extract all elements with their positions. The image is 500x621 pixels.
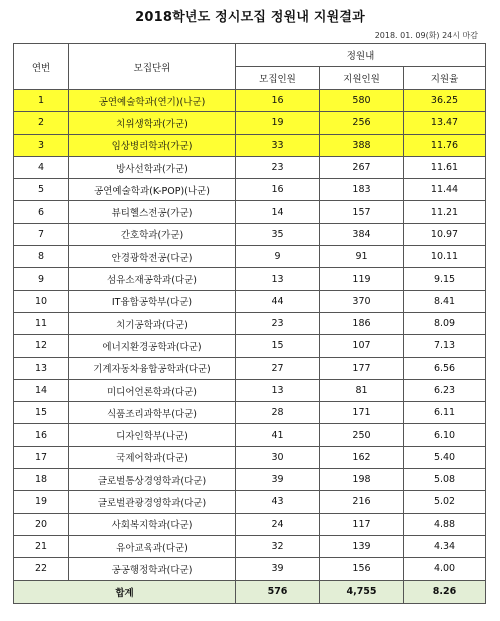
cell-ratio: 8.41 — [404, 290, 486, 312]
cell-ratio: 10.11 — [404, 246, 486, 268]
cell-quota: 23 — [236, 312, 320, 334]
cell-unit: 공공행정학과(다군) — [69, 558, 236, 580]
cell-applicants: 580 — [320, 90, 404, 112]
cell-unit: 식품조리과학부(다군) — [69, 402, 236, 424]
cell-quota: 15 — [236, 335, 320, 357]
cell-quota: 9 — [236, 246, 320, 268]
cell-applicants: 384 — [320, 223, 404, 245]
cell-ratio: 11.76 — [404, 134, 486, 156]
table-row — [14, 268, 486, 290]
page-title: 2018학년도 정시모집 정원내 지원결과 — [135, 10, 365, 25]
cell-quota: 27 — [236, 357, 320, 379]
cell-applicants: 156 — [320, 558, 404, 580]
cell-unit: 기계자동차융합공학과(다군) — [69, 357, 236, 379]
cell-no: 12 — [14, 335, 69, 357]
cell-quota: 33 — [236, 134, 320, 156]
cell-quota: 19 — [236, 112, 320, 134]
cell-quota: 44 — [236, 290, 320, 312]
cell-ratio: 6.11 — [404, 402, 486, 424]
cell-unit: 공연예술학과(K-POP)(나군) — [69, 179, 236, 201]
cell-no: 8 — [14, 246, 69, 268]
cell-no: 19 — [14, 491, 69, 513]
cell-no: 5 — [14, 179, 69, 201]
table-row — [14, 357, 486, 379]
table-row — [14, 156, 486, 178]
total-applicants: 4,755 — [320, 580, 404, 603]
table-row — [14, 312, 486, 334]
cell-applicants: 117 — [320, 513, 404, 535]
cell-ratio: 11.21 — [404, 201, 486, 223]
cell-ratio: 5.08 — [404, 469, 486, 491]
cell-applicants: 157 — [320, 201, 404, 223]
cell-no: 3 — [14, 134, 69, 156]
cell-quota: 39 — [236, 469, 320, 491]
cell-applicants: 107 — [320, 335, 404, 357]
cell-unit: 공연예술학과(연기)(나군) — [69, 90, 236, 112]
cell-quota: 43 — [236, 491, 320, 513]
cell-unit: 디자인학부(나군) — [69, 424, 236, 446]
cell-applicants: 177 — [320, 357, 404, 379]
header-applicants: 지원인원 — [320, 67, 404, 90]
cell-quota: 23 — [236, 156, 320, 178]
cell-applicants: 139 — [320, 535, 404, 557]
cell-applicants: 119 — [320, 268, 404, 290]
cell-unit: 글로벌관광경영학과(다군) — [69, 491, 236, 513]
cell-quota: 16 — [236, 90, 320, 112]
table-body — [14, 90, 486, 581]
header-quota: 모집인원 — [236, 67, 320, 90]
cell-no: 16 — [14, 424, 69, 446]
table-row — [14, 558, 486, 580]
cell-quota: 32 — [236, 535, 320, 557]
cell-quota: 14 — [236, 201, 320, 223]
cell-applicants: 198 — [320, 469, 404, 491]
cell-applicants: 186 — [320, 312, 404, 334]
cell-quota: 30 — [236, 446, 320, 468]
cell-ratio: 9.15 — [404, 268, 486, 290]
cell-no: 21 — [14, 535, 69, 557]
cell-no: 4 — [14, 156, 69, 178]
table-row — [14, 290, 486, 312]
cell-ratio: 13.47 — [404, 112, 486, 134]
cell-quota: 41 — [236, 424, 320, 446]
cell-applicants: 388 — [320, 134, 404, 156]
cell-unit: 에너지환경공학과(다군) — [69, 335, 236, 357]
cell-no: 10 — [14, 290, 69, 312]
header-group: 정원내 — [236, 44, 486, 67]
table-row — [14, 134, 486, 156]
cell-applicants: 81 — [320, 379, 404, 401]
results-table — [13, 43, 486, 604]
cell-unit: 방사선학과(가군) — [69, 156, 236, 178]
cell-applicants: 171 — [320, 402, 404, 424]
cell-applicants: 267 — [320, 156, 404, 178]
cell-applicants: 183 — [320, 179, 404, 201]
header-unit: 모집단위 — [69, 44, 236, 90]
cell-no: 2 — [14, 112, 69, 134]
table-row — [14, 179, 486, 201]
table-row — [14, 513, 486, 535]
cell-ratio: 4.34 — [404, 535, 486, 557]
cell-no: 18 — [14, 469, 69, 491]
cell-quota: 16 — [236, 179, 320, 201]
table-row — [14, 402, 486, 424]
cell-quota: 13 — [236, 268, 320, 290]
cell-no: 6 — [14, 201, 69, 223]
header-no: 연번 — [14, 44, 69, 90]
table-row — [14, 535, 486, 557]
cell-ratio: 11.44 — [404, 179, 486, 201]
cell-no: 17 — [14, 446, 69, 468]
cell-unit: 섬유소재공학과(다군) — [69, 268, 236, 290]
cell-quota: 39 — [236, 558, 320, 580]
cell-ratio: 6.56 — [404, 357, 486, 379]
cell-ratio: 5.02 — [404, 491, 486, 513]
cell-ratio: 4.00 — [404, 558, 486, 580]
table-row — [14, 90, 486, 112]
deadline-note: 2018. 01. 09(화) 24시 마감 — [374, 31, 478, 40]
cell-ratio: 8.09 — [404, 312, 486, 334]
cell-no: 1 — [14, 90, 69, 112]
cell-ratio: 4.88 — [404, 513, 486, 535]
cell-no: 14 — [14, 379, 69, 401]
cell-ratio: 10.97 — [404, 223, 486, 245]
cell-quota: 13 — [236, 379, 320, 401]
cell-no: 7 — [14, 223, 69, 245]
table-row — [14, 223, 486, 245]
table-row — [14, 112, 486, 134]
cell-applicants: 91 — [320, 246, 404, 268]
table-row — [14, 446, 486, 468]
cell-quota: 24 — [236, 513, 320, 535]
cell-unit: 뷰티헬스전공(가군) — [69, 201, 236, 223]
table-row — [14, 379, 486, 401]
table-row — [14, 246, 486, 268]
cell-unit: 유아교육과(다군) — [69, 535, 236, 557]
cell-no: 11 — [14, 312, 69, 334]
table-row — [14, 201, 486, 223]
cell-ratio: 7.13 — [404, 335, 486, 357]
cell-no: 20 — [14, 513, 69, 535]
table-row — [14, 424, 486, 446]
cell-ratio: 11.61 — [404, 156, 486, 178]
cell-no: 13 — [14, 357, 69, 379]
cell-ratio: 36.25 — [404, 90, 486, 112]
cell-unit: 임상병리학과(가군) — [69, 134, 236, 156]
cell-ratio: 5.40 — [404, 446, 486, 468]
total-label: 합계 — [14, 580, 236, 603]
cell-unit: 글로벌통상경영학과(다군) — [69, 469, 236, 491]
table-row — [14, 469, 486, 491]
cell-ratio: 6.10 — [404, 424, 486, 446]
cell-applicants: 256 — [320, 112, 404, 134]
cell-applicants: 162 — [320, 446, 404, 468]
cell-no: 22 — [14, 558, 69, 580]
total-ratio: 8.26 — [404, 580, 486, 603]
cell-unit: IT융합공학부(다군) — [69, 290, 236, 312]
cell-unit: 국제어학과(다군) — [69, 446, 236, 468]
cell-applicants: 370 — [320, 290, 404, 312]
cell-unit: 치위생학과(가군) — [69, 112, 236, 134]
cell-quota: 35 — [236, 223, 320, 245]
cell-unit: 안경광학전공(다군) — [69, 246, 236, 268]
header-ratio: 지원율 — [404, 67, 486, 90]
cell-applicants: 216 — [320, 491, 404, 513]
cell-no: 15 — [14, 402, 69, 424]
cell-unit: 미디어언론학과(다군) — [69, 379, 236, 401]
cell-quota: 28 — [236, 402, 320, 424]
cell-unit: 치기공학과(다군) — [69, 312, 236, 334]
cell-ratio: 6.23 — [404, 379, 486, 401]
cell-unit: 사회복지학과(다군) — [69, 513, 236, 535]
cell-unit: 간호학과(가군) — [69, 223, 236, 245]
cell-no: 9 — [14, 268, 69, 290]
total-row — [14, 580, 486, 603]
cell-applicants: 250 — [320, 424, 404, 446]
total-quota: 576 — [236, 580, 320, 603]
table-row — [14, 491, 486, 513]
table-row — [14, 335, 486, 357]
